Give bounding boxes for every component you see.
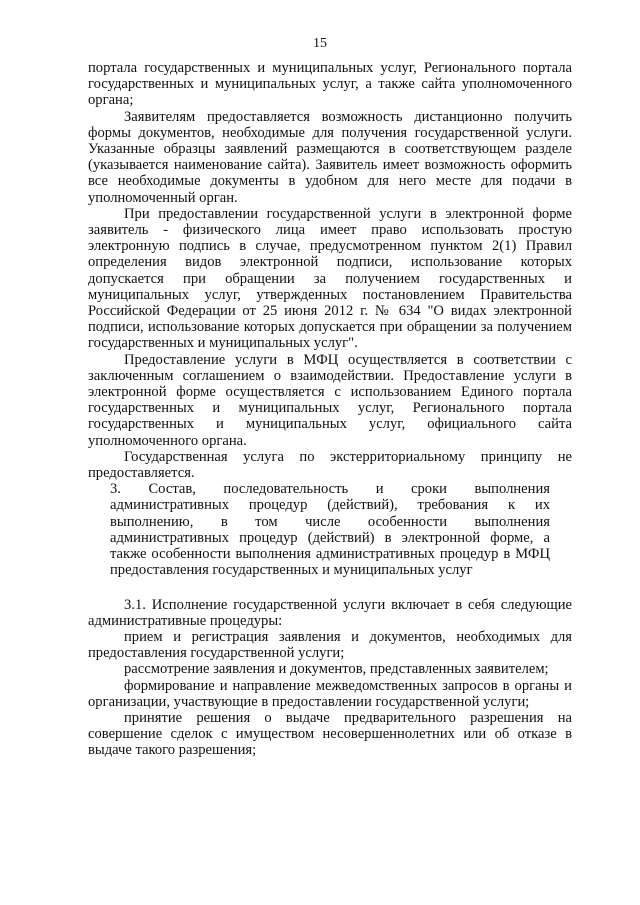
document-body bbox=[88, 60, 572, 759]
list-item: принятие решения о выдаче предварительного разрешения на совершение сделок с имуществом несовершеннолетних или об отказе в выдаче такого разрешения; bbox=[88, 709, 572, 759]
list-item: формирование и направление межведомственных запросов в органы и организации, участвующие в предоставлении государственной услуги; bbox=[88, 677, 572, 710]
paragraph: Заявителям предоставляется возможность дистанционно получить формы документов, необходимые для получения государственной услуги. Указанные образцы заявлений размещаются в соответствующем разделе (указывается наименование сайта). Заявитель имеет возможность оформить все необходимые документы в удобном для него месте для подачи в уполномоченный орган. bbox=[88, 108, 572, 206]
spacer bbox=[88, 579, 572, 597]
page-number: 15 bbox=[313, 36, 327, 51]
paragraph: 3.1. Исполнение государственной услуги включает в себя следующие административные процедуры: bbox=[88, 596, 572, 629]
list-item: рассмотрение заявления и документов, представленных заявителем; bbox=[124, 661, 549, 678]
paragraph: Предоставление услуги в МФЦ осуществляется в соответствии с заключенным соглашением о взаимодействии. Предоставление услуги в электронной форме осуществляется с использованием Единого портала государственных и муниципальных услуг, Регионального портала государственных и муниципальных услуг, официального сайта уполномоченного органа. bbox=[88, 351, 572, 449]
section-heading: 3. Состав, последовательность и сроки выполнения административных процедур (действий), требования к их выполнению, в том числе особенности выполнения административных процедур (действий) в электронной форме, а также особенности выполнения административных процедур в МФЦ предоставления государственных и муниципальных услуг bbox=[110, 481, 550, 579]
list-item: прием и регистрация заявления и документов, необходимых для предоставления государственной услуги; bbox=[88, 628, 572, 662]
paragraph: При предоставлении государственной услуги в электронной форме заявитель - физического лица имеет право использовать простую электронную подпись в случае, предусмотренном пунктом 2(1) Правил определения видов электронной подписи, использование которых допускается при обращении за получением государственных и муниципальных услуг, утвержденных постановлением Правительства Российской Федерации от 25 июня 2012 г. № 634 "О видах электронной подписи, использование которых допускается при обращении за получением государственных и муниципальных услуг". bbox=[88, 205, 572, 352]
paragraph: портала государственных и муниципальных услуг, Регионального портала государственных и муниципальных услуг, а также сайта уполномоченного органа; bbox=[88, 60, 572, 109]
paragraph: Государственная услуга по экстерриториальному принципу не предоставляется. bbox=[88, 448, 572, 482]
